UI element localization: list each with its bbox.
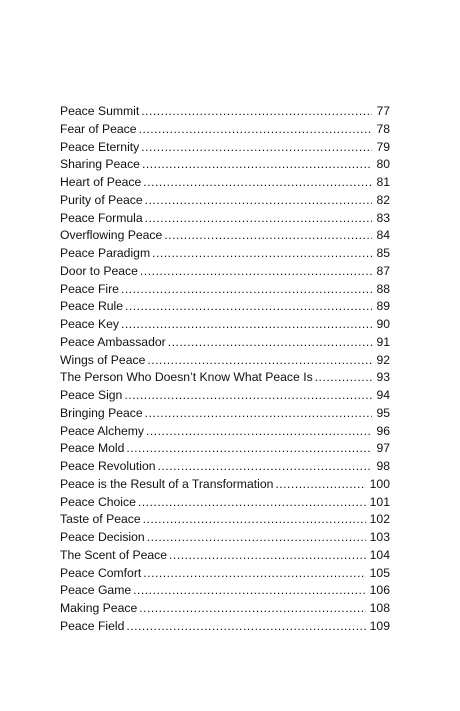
toc-entry-title: Peace Ambassador (60, 334, 166, 349)
toc-entry (60, 618, 390, 636)
dot-leader (146, 423, 372, 441)
toc-entry-title: Bringing Peace (60, 405, 143, 420)
toc-entry (60, 476, 390, 494)
toc-entry-title: Peace Summit (60, 104, 140, 118)
toc-entry-page-number: 106 (369, 583, 390, 598)
dot-leader (139, 121, 373, 139)
toc-entry-page-number: 101 (369, 494, 390, 509)
toc-entry (60, 192, 390, 210)
toc-entry-title: Peace Formula (60, 210, 143, 225)
dot-leader (121, 316, 372, 334)
toc-entry-page-number: 82 (376, 192, 390, 207)
toc-entry-title: Peace Fire (60, 281, 119, 296)
toc-entry (60, 423, 390, 441)
dot-leader (164, 227, 372, 245)
toc-entry-title: Overflowing Peace (60, 228, 163, 243)
toc-entry (60, 458, 390, 476)
dot-leader (124, 387, 372, 405)
dot-leader (133, 582, 366, 600)
dot-leader (126, 618, 365, 636)
dot-leader (145, 210, 373, 228)
toc-entry (60, 103, 390, 121)
toc-entry (60, 440, 390, 458)
dot-leader (169, 547, 366, 565)
toc-entry (60, 263, 390, 281)
toc-entry (60, 547, 390, 565)
toc-entry (60, 494, 390, 512)
toc-entry-page-number: 104 (369, 547, 390, 562)
toc-entry (60, 511, 390, 529)
toc-entry-page-number: 88 (376, 281, 390, 296)
toc-entry-page-number: 97 (376, 441, 390, 456)
toc-entry-page-number: 96 (376, 423, 390, 438)
dot-leader (147, 529, 366, 547)
dot-leader (121, 281, 373, 299)
toc-entry (60, 387, 390, 405)
toc-entry (60, 405, 390, 423)
dot-leader (143, 174, 372, 192)
toc-entry-title: Peace Game (60, 583, 132, 598)
toc-entry-title: Fear of Peace (60, 121, 137, 136)
toc-entry-title: The Scent of Peace (60, 547, 168, 562)
toc-entry (60, 369, 390, 387)
toc-entry-page-number: 83 (376, 210, 390, 225)
toc-entry-page-number: 81 (376, 175, 390, 189)
toc-entry-page-number: 108 (369, 601, 390, 615)
toc-entry-title: Peace Alchemy (60, 423, 145, 438)
toc-entry (60, 352, 390, 370)
toc-entry-title: Peace Eternity (60, 139, 140, 154)
dot-leader (145, 405, 373, 423)
dot-leader (125, 298, 372, 316)
dot-leader (143, 511, 366, 529)
dot-leader (147, 352, 372, 370)
toc-entry (60, 565, 390, 583)
toc-entry-page-number: 102 (369, 512, 390, 527)
dot-leader (152, 245, 372, 263)
dot-leader (141, 103, 372, 121)
toc-entry (60, 529, 390, 547)
toc-entry-page-number: 77 (376, 104, 390, 118)
toc-entry-title: The Person Who Doesn’t Know What Peace Is (60, 370, 313, 385)
dot-leader (138, 494, 366, 512)
toc-entry (60, 281, 390, 299)
toc-entry-page-number: 78 (376, 121, 390, 136)
toc-entry-title: Peace Choice (60, 494, 136, 509)
toc-entry (60, 245, 390, 263)
dot-leader (126, 440, 372, 458)
toc-entry-page-number: 103 (369, 530, 390, 544)
table-of-contents (60, 103, 390, 636)
toc-entry (60, 600, 390, 618)
toc-entry-title: Door to Peace (60, 263, 138, 278)
toc-entry-title: Peace Comfort (60, 565, 142, 580)
toc-entry (60, 156, 390, 174)
toc-entry-title: Making Peace (60, 601, 138, 615)
toc-entry-page-number: 84 (376, 228, 390, 243)
dot-leader (145, 192, 373, 210)
toc-entry-title: Peace Rule (60, 299, 124, 314)
dot-leader (315, 369, 373, 387)
toc-entry-title: Peace Sign (60, 388, 123, 402)
toc-entry (60, 139, 390, 157)
toc-entry-page-number: 89 (376, 299, 390, 314)
toc-entry-title: Purity of Peace (60, 192, 143, 207)
toc-entry-title: Wings of Peace (60, 352, 146, 367)
toc-entry-title: Peace Paradigm (60, 246, 151, 260)
dot-leader (168, 334, 373, 352)
dot-leader (140, 263, 373, 281)
toc-entry (60, 582, 390, 600)
dot-leader (142, 156, 372, 174)
toc-entry-page-number: 94 (376, 388, 390, 402)
dot-leader (275, 476, 365, 494)
toc-entry-page-number: 105 (369, 565, 390, 580)
toc-entry (60, 298, 390, 316)
toc-entry-page-number: 92 (376, 352, 390, 367)
toc-entry (60, 316, 390, 334)
toc-entry-page-number: 91 (376, 334, 390, 349)
toc-entry-page-number: 80 (376, 157, 390, 172)
dot-leader (143, 565, 365, 583)
dot-leader (139, 600, 365, 618)
toc-entry (60, 174, 390, 192)
toc-entry (60, 227, 390, 245)
toc-entry-title: Peace is the Result of a Transformation (60, 476, 274, 491)
toc-entry-title: Peace Revolution (60, 459, 156, 473)
dot-leader (158, 458, 373, 476)
toc-entry-title: Peace Key (60, 317, 119, 331)
toc-entry-title: Peace Decision (60, 530, 145, 544)
toc-entry-title: Peace Mold (60, 441, 125, 456)
toc-entry-page-number: 79 (376, 139, 390, 154)
toc-entry-page-number: 95 (376, 405, 390, 420)
toc-entry-page-number: 93 (376, 370, 390, 385)
toc-entry-title: Peace Field (60, 618, 125, 633)
toc-entry-page-number: 87 (376, 263, 390, 278)
toc-entry (60, 334, 390, 352)
toc-entry (60, 121, 390, 139)
dot-leader (141, 139, 372, 157)
toc-entry-title: Heart of Peace (60, 175, 142, 189)
toc-entry-page-number: 98 (376, 459, 390, 473)
toc-entry-page-number: 90 (376, 317, 390, 331)
toc-entry-page-number: 85 (376, 246, 390, 260)
toc-entry-page-number: 109 (369, 618, 390, 633)
toc-entry-title: Sharing Peace (60, 157, 140, 172)
toc-entry-title: Taste of Peace (60, 512, 141, 527)
toc-entry (60, 210, 390, 228)
toc-entry-page-number: 100 (369, 476, 390, 491)
